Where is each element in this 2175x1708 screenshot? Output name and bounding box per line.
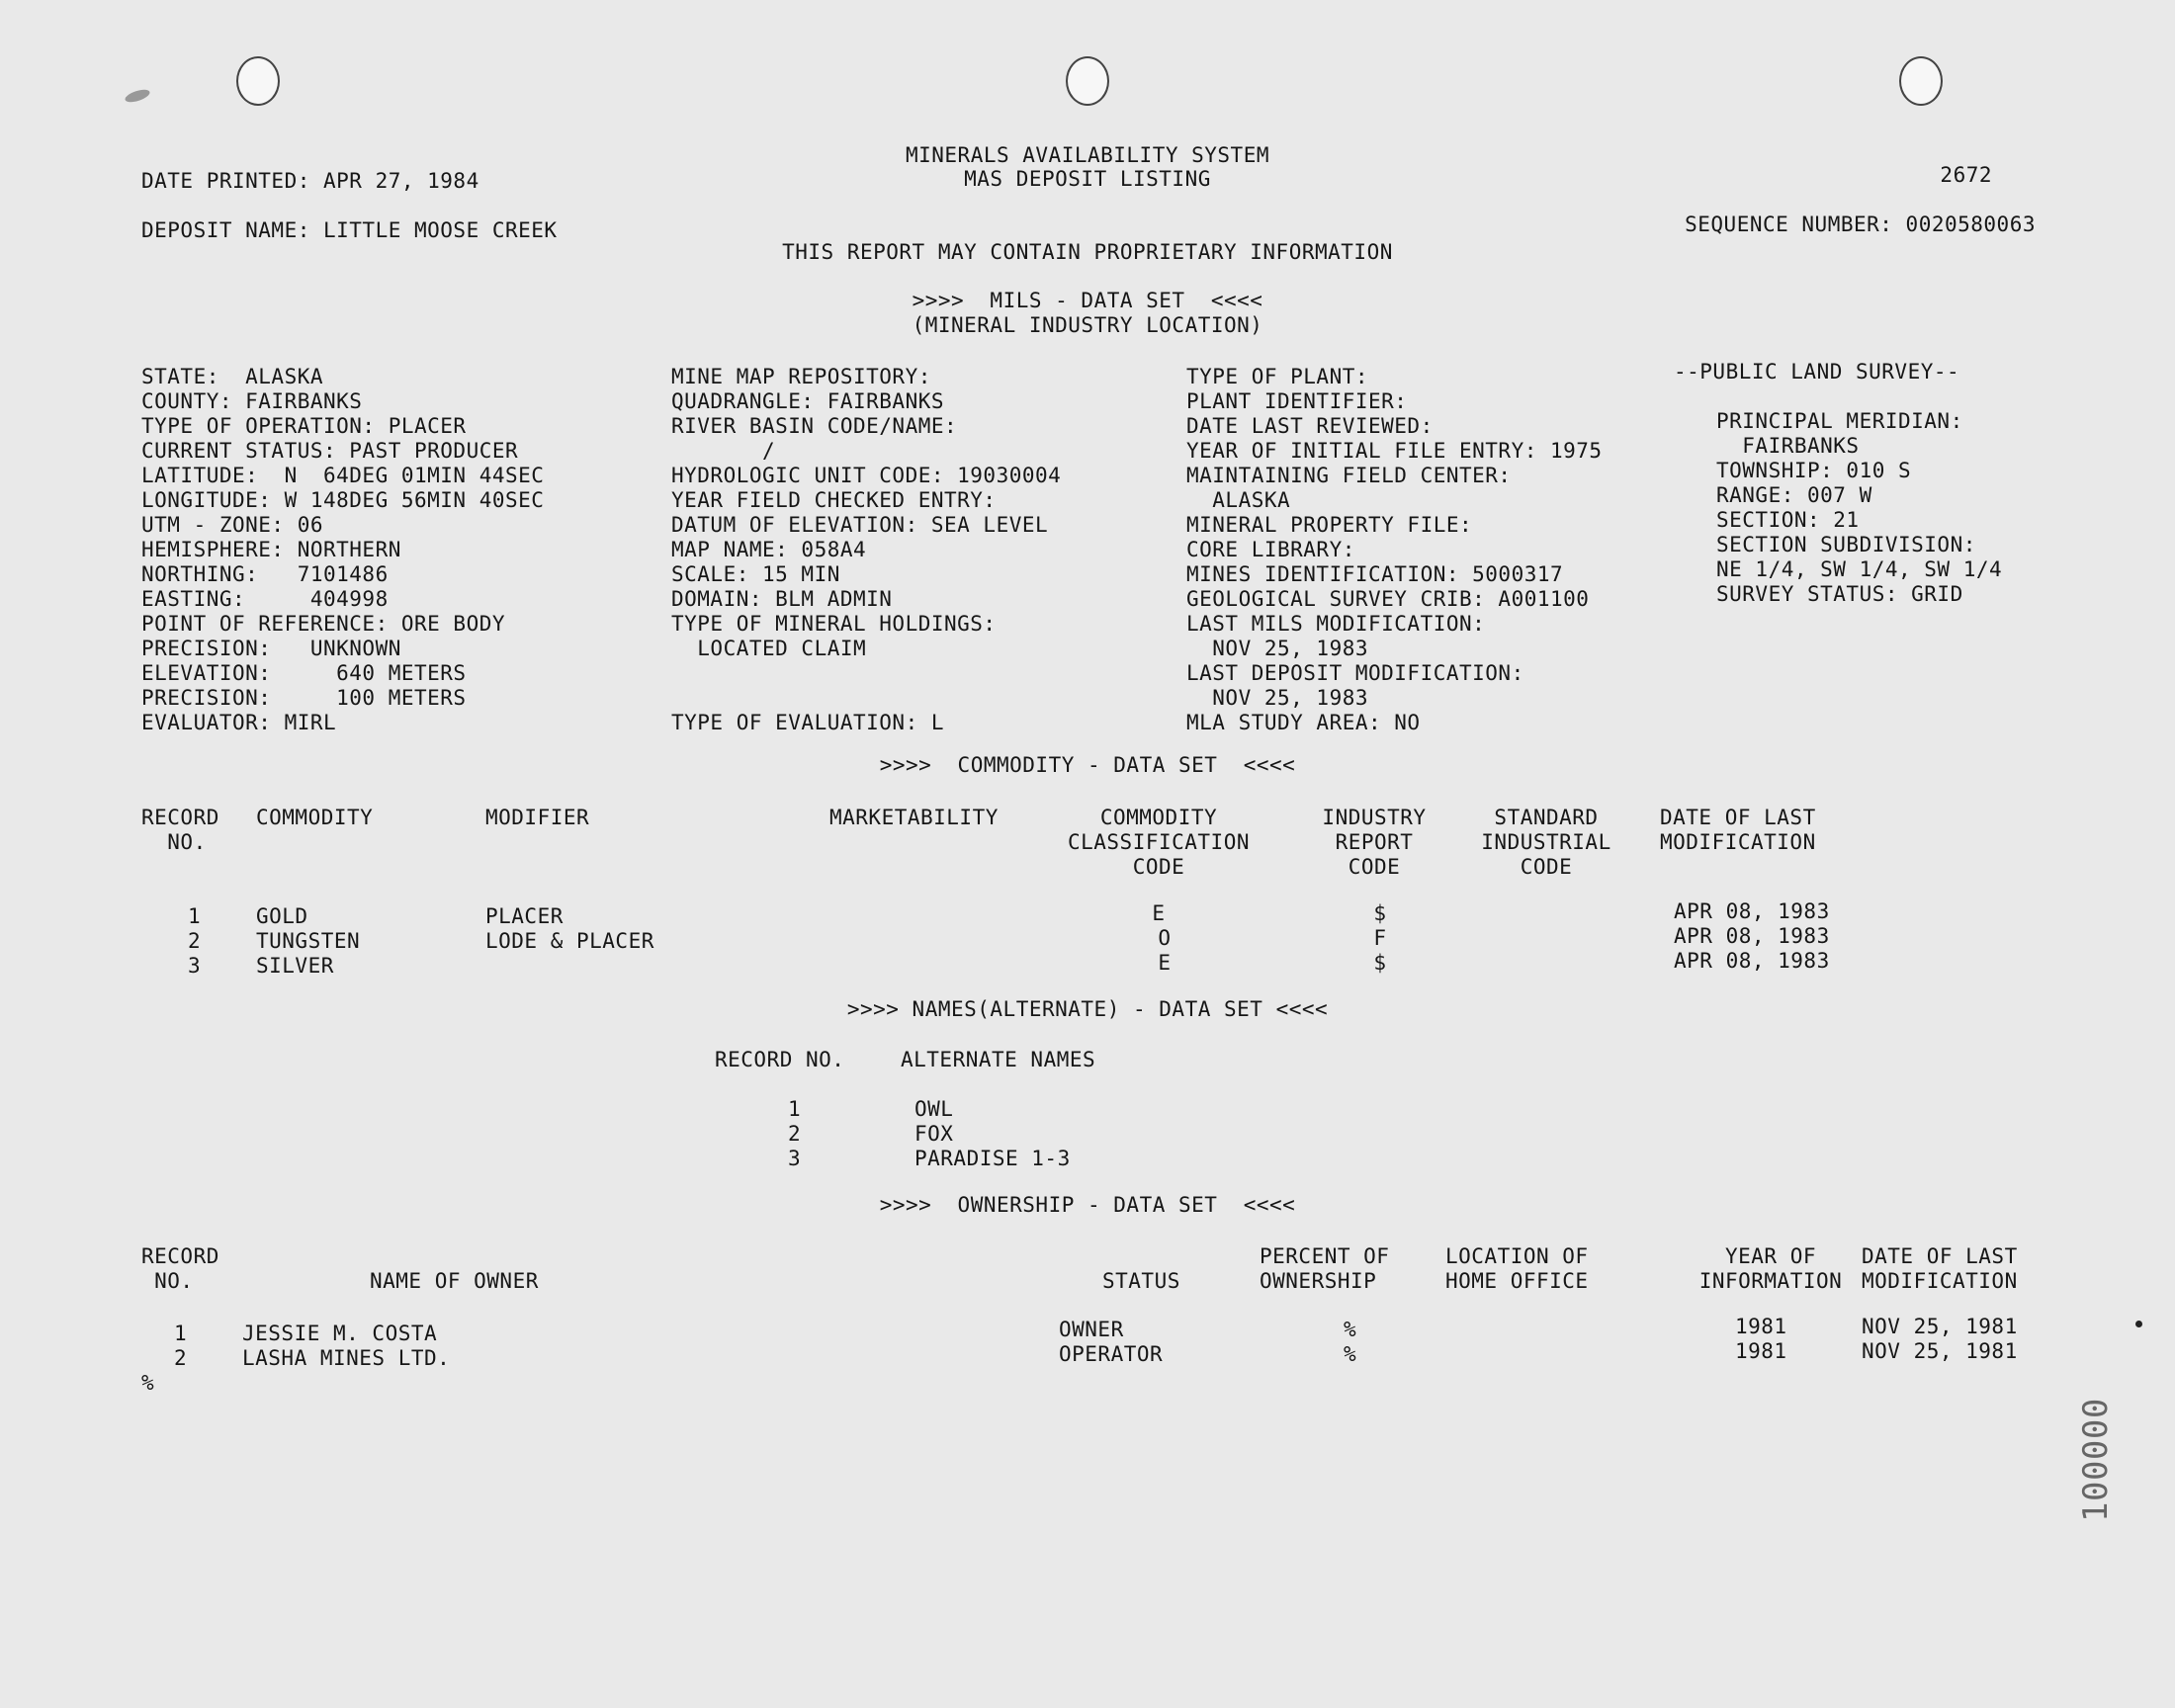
mils-field: NOV 25, 1983 <box>1186 686 1369 710</box>
mils-field: MAP NAME: 058A4 <box>671 538 867 561</box>
owner-status: OPERATOR <box>1059 1342 1164 1366</box>
mils-field: RIVER BASIN CODE/NAME: <box>671 414 958 438</box>
commodity-name: TUNGSTEN <box>256 929 361 953</box>
mils-field: DOMAIN: BLM ADMIN <box>671 587 893 611</box>
commodity-section-title: >>>> COMMODITY - DATA SET <<<< <box>879 753 1296 777</box>
mils-field: MINERAL PROPERTY FILE: <box>1186 513 1473 537</box>
commodity-report-code: $ <box>1373 951 1387 975</box>
mils-field: SURVEY STATUS: GRID <box>1716 582 1963 606</box>
commodity-header-sic: STANDARD INDUSTRIAL CODE <box>1481 806 1611 879</box>
names-header-names: ALTERNATE NAMES <box>901 1048 1096 1071</box>
punch-hole-center <box>1066 56 1109 106</box>
proprietary-notice: THIS REPORT MAY CONTAIN PROPRIETARY INFORMATION <box>782 240 1393 264</box>
names-record-no: 3 <box>788 1147 802 1170</box>
mils-field: EVALUATOR: MIRL <box>141 711 337 734</box>
mils-field: YEAR FIELD CHECKED ENTRY: <box>671 488 997 512</box>
commodity-header-commodity: COMMODITY <box>256 806 374 829</box>
mils-field: EASTING: 404998 <box>141 587 389 611</box>
mils-field: CORE LIBRARY: <box>1186 538 1355 561</box>
commodity-date: APR 08, 1983 <box>1674 899 1830 923</box>
mils-field: NE 1/4, SW 1/4, SW 1/4 <box>1716 557 2003 581</box>
mils-field: TYPE OF EVALUATION: L <box>671 711 945 734</box>
mils-field: PRINCIPAL MERIDIAN: <box>1716 409 1963 433</box>
ownership-record-no: 2 <box>174 1346 188 1370</box>
mils-field: PLANT IDENTIFIER: <box>1186 389 1408 413</box>
mils-field: COUNTY: FAIRBANKS <box>141 389 363 413</box>
ownership-header-location: LOCATION OF HOME OFFICE <box>1445 1244 1589 1293</box>
speck-mark <box>124 87 151 105</box>
mils-field: ALASKA <box>1186 488 1291 512</box>
ownership-header-year: YEAR OF INFORMATION <box>1698 1244 1843 1293</box>
ownership-header-name: NAME OF OWNER <box>370 1269 539 1293</box>
commodity-class-code: O <box>1158 926 1172 950</box>
commodity-modifier: LODE & PLACER <box>485 929 654 953</box>
mils-field: NORTHING: 7101486 <box>141 562 389 586</box>
alternate-name: OWL <box>914 1097 954 1121</box>
mils-field: RANGE: 007 W <box>1716 483 1872 507</box>
listing-terminator: % <box>141 1371 155 1395</box>
margin-stamp: 100000 <box>2076 1398 2116 1522</box>
mils-field: TYPE OF OPERATION: PLACER <box>141 414 467 438</box>
commodity-report-code: F <box>1373 926 1387 950</box>
mils-field: LAST MILS MODIFICATION: <box>1186 612 1486 636</box>
commodity-class-code: E <box>1152 901 1166 925</box>
punch-hole-right <box>1899 56 1943 106</box>
mils-field: UTM - ZONE: 06 <box>141 513 324 537</box>
commodity-modifier: PLACER <box>485 904 564 928</box>
owner-name: JESSIE M. COSTA <box>242 1322 438 1345</box>
mils-field: LATITUDE: N 64DEG 01MIN 44SEC <box>141 464 545 487</box>
commodity-record-no: 3 <box>188 954 202 978</box>
owner-year: 1981 <box>1735 1339 1787 1363</box>
ownership-section-title: >>>> OWNERSHIP - DATA SET <<<< <box>879 1193 1296 1217</box>
commodity-header-record: RECORD NO. <box>141 806 219 854</box>
commodity-report-code: $ <box>1373 901 1387 925</box>
listing-title: MAS DEPOSIT LISTING <box>964 167 1211 191</box>
ownership-header-date: DATE OF LAST MODIFICATION <box>1862 1244 2018 1293</box>
mils-field: PRECISION: UNKNOWN <box>141 637 401 660</box>
names-section-title: >>>> NAMES(ALTERNATE) - DATA SET <<<< <box>846 997 1329 1021</box>
mils-field: ELEVATION: 640 METERS <box>141 661 467 685</box>
mils-field: FAIRBANKS <box>1716 434 1860 458</box>
mils-field: LONGITUDE: W 148DEG 56MIN 40SEC <box>141 488 545 512</box>
owner-percent: % <box>1344 1342 1357 1366</box>
public-land-survey-title: --PUBLIC LAND SURVEY-- <box>1674 360 1960 384</box>
commodity-header-classification: COMMODITY CLASSIFICATION CODE <box>1067 806 1250 879</box>
commodity-header-marketability: MARKETABILITY <box>829 806 999 829</box>
owner-date: NOV 25, 1981 <box>1862 1339 2018 1363</box>
mils-field: CURRENT STATUS: PAST PRODUCER <box>141 439 519 463</box>
mils-field: DATUM OF ELEVATION: SEA LEVEL <box>671 513 1049 537</box>
mils-field: YEAR OF INITIAL FILE ENTRY: 1975 <box>1186 439 1603 463</box>
system-title: MINERALS AVAILABILITY SYSTEM <box>905 143 1269 167</box>
mils-field: DATE LAST REVIEWED: <box>1186 414 1434 438</box>
punch-hole-left <box>236 56 280 106</box>
mils-field: LOCATED CLAIM <box>671 637 867 660</box>
owner-percent: % <box>1344 1318 1357 1341</box>
mils-field: QUADRANGLE: FAIRBANKS <box>671 389 945 413</box>
owner-date: NOV 25, 1981 <box>1862 1315 2018 1338</box>
mils-field: MAINTAINING FIELD CENTER: <box>1186 464 1512 487</box>
mils-field: MLA STUDY AREA: NO <box>1186 711 1421 734</box>
ownership-header-record: RECORD NO. <box>141 1244 219 1293</box>
commodity-class-code: E <box>1158 951 1172 975</box>
names-header-record: RECORD NO. <box>715 1048 845 1071</box>
speck-mark <box>2135 1321 2142 1327</box>
mils-field: GEOLOGICAL SURVEY CRIB: A001100 <box>1186 587 1590 611</box>
ownership-record-no: 1 <box>174 1322 188 1345</box>
names-record-no: 2 <box>788 1122 802 1146</box>
mils-field: PRECISION: 100 METERS <box>141 686 467 710</box>
mils-field: SECTION: 21 <box>1716 508 1860 532</box>
mils-field: SECTION SUBDIVISION: <box>1716 533 1976 556</box>
commodity-name: GOLD <box>256 904 308 928</box>
mils-field: TOWNSHIP: 010 S <box>1716 459 1912 482</box>
mils-field: NOV 25, 1983 <box>1186 637 1369 660</box>
mils-field: / <box>671 439 776 463</box>
mils-field: MINES IDENTIFICATION: 5000317 <box>1186 562 1564 586</box>
mils-field: POINT OF REFERENCE: ORE BODY <box>141 612 506 636</box>
commodity-date: APR 08, 1983 <box>1674 949 1830 973</box>
commodity-header-industry: INDUSTRY REPORT CODE <box>1322 806 1427 879</box>
commodity-header-modifier: MODIFIER <box>485 806 590 829</box>
commodity-name: SILVER <box>256 954 334 978</box>
page-number: 2672 <box>1940 163 1992 187</box>
mils-section-title: >>>> MILS - DATA SET <<<< <box>912 289 1263 312</box>
mils-field: STATE: ALASKA <box>141 365 324 388</box>
mils-field: TYPE OF MINERAL HOLDINGS: <box>671 612 997 636</box>
commodity-record-no: 1 <box>188 904 202 928</box>
ownership-header-status: STATUS <box>1102 1269 1180 1293</box>
alternate-name: FOX <box>914 1122 954 1146</box>
mils-field: TYPE OF PLANT: <box>1186 365 1369 388</box>
mils-field: MINE MAP REPOSITORY: <box>671 365 931 388</box>
mils-field: HYDROLOGIC UNIT CODE: 19030004 <box>671 464 1062 487</box>
alternate-name: PARADISE 1-3 <box>914 1147 1071 1170</box>
commodity-record-no: 2 <box>188 929 202 953</box>
names-record-no: 1 <box>788 1097 802 1121</box>
mils-field: LAST DEPOSIT MODIFICATION: <box>1186 661 1524 685</box>
commodity-header-date: DATE OF LAST MODIFICATION <box>1660 806 1816 854</box>
owner-status: OWNER <box>1059 1318 1124 1341</box>
owner-name: LASHA MINES LTD. <box>242 1346 451 1370</box>
mils-section-subtitle: (MINERAL INDUSTRY LOCATION) <box>912 313 1263 337</box>
ownership-header-percent: PERCENT OF OWNERSHIP <box>1260 1244 1390 1293</box>
sequence-number: SEQUENCE NUMBER: 0020580063 <box>1685 213 2036 236</box>
date-printed: DATE PRINTED: APR 27, 1984 <box>141 169 479 193</box>
owner-year: 1981 <box>1735 1315 1787 1338</box>
mils-field: SCALE: 15 MIN <box>671 562 840 586</box>
commodity-date: APR 08, 1983 <box>1674 924 1830 948</box>
mils-field: HEMISPHERE: NORTHERN <box>141 538 401 561</box>
deposit-name: DEPOSIT NAME: LITTLE MOOSE CREEK <box>141 218 558 242</box>
